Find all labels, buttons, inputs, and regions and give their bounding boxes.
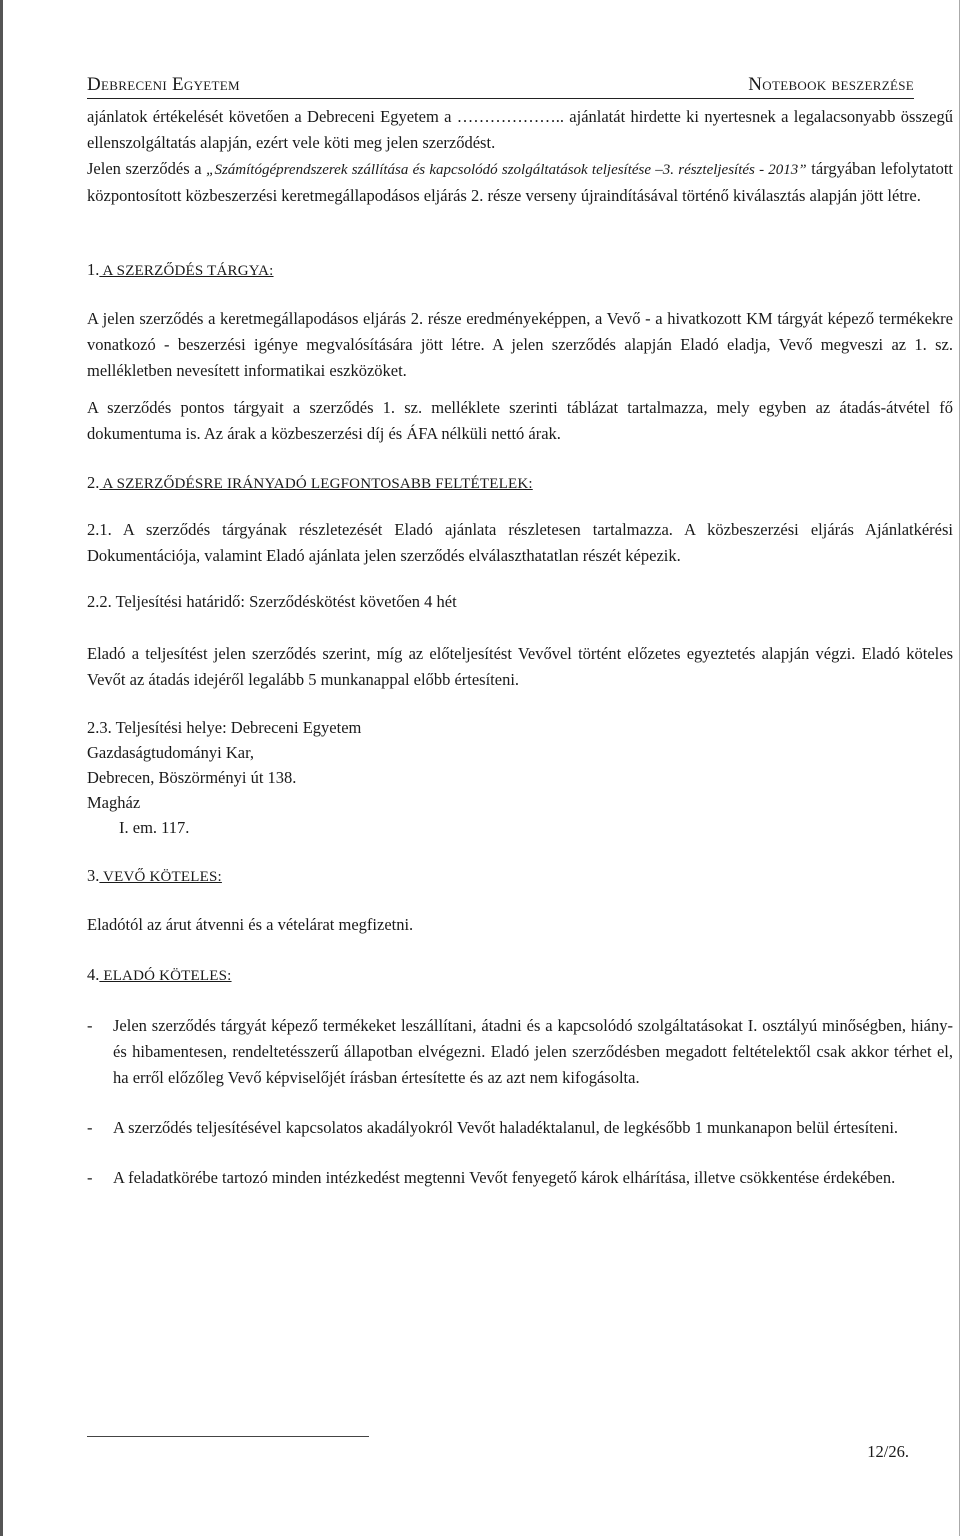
header-left: Debreceni Egyetem — [87, 74, 240, 95]
section-4-heading: ELADÓ KÖTELES: — [99, 968, 232, 984]
section-2-title — [87, 470, 953, 497]
intro-p2-start: Jelen szerződés a — [87, 159, 207, 178]
list-dash: - — [87, 1118, 93, 1137]
intro-p2-italic: „Számítógéprendszerek szállítása és kapcsolódó szolgáltatások teljesítése –3. részteljesítés - 2013” — [206, 162, 807, 178]
section-2-2-paragraph: 2.2. Teljesítési határidő: Szerződéskötést követően 4 hét — [87, 592, 457, 611]
intro-paragraph-2 — [87, 156, 953, 209]
list-item — [87, 1013, 953, 1091]
section-3-heading: VEVŐ KÖTELES: — [99, 869, 222, 885]
page-number: 12/26. — [867, 1442, 909, 1461]
intro-p2-end: tárgyában lefolytatott központosított közbeszerzési keretmegállapodásos eljárás 2. része verseny újraindításával történő kiválasztás alapján jött létre. — [87, 159, 953, 205]
section-4-title — [87, 962, 953, 989]
list-item — [87, 1165, 953, 1191]
document-body — [87, 104, 953, 1191]
intro-paragraph-1: ajánlatok értékelését követően a Debreceni Egyetem a ……………….. ajánlatát hirdette ki nyertesnek a legalacsonyabb összegű ellenszolgáltatás alapján, ezért vele köti meg jelen szerződést. — [87, 107, 953, 152]
section-1-title — [87, 257, 953, 284]
address-line-5: I. em. 117. — [119, 818, 190, 837]
list-item-text: A szerződés teljesítésével kapcsolatos akadályokról Vevőt haladéktalanul, de legkésőbb 1 munkanapon belül értesíteni. — [113, 1118, 899, 1137]
section-2-heading: A SZERZŐDÉSRE IRÁNYADÓ LEGFONTOSABB FELTÉTELEK: — [99, 476, 533, 492]
section-1-paragraph-1: A jelen szerződés a keretmegállapodásos eljárás 2. része eredményeképpen, a Vevő - a hivatkozott KM tárgyát képező termékekre vonatkozó - beszerzési igénye megvalósítására jött létre. A jelen szerződés alapján Eladó eladja, Vevő megveszi az 1. sz. mellékletben nevesített informatikai eszközöket. — [87, 309, 953, 380]
header-right: Notebook beszerzése — [748, 74, 914, 95]
page-header — [87, 74, 914, 99]
section-3-paragraph: Eladótól az árut átvenni és a vételárat megfizetni. — [87, 915, 414, 934]
section-1-paragraph-2: A szerződés pontos tárgyait a szerződés 1. sz. melléklete szerinti táblázat tartalmazza, mely egyben az átadás-átvétel fő dokumentuma is. Az árak a közbeszerzési díj és ÁFA nélküli nettó árak. — [87, 398, 953, 443]
address-line-2: Gazdaságtudományi Kar, — [87, 743, 255, 762]
section-3-number: 3. — [87, 866, 100, 885]
section-4-number: 4. — [87, 965, 100, 984]
list-dash: - — [87, 1168, 93, 1187]
section-1-heading: A SZERZŐDÉS TÁRGYA: — [99, 263, 274, 279]
list-dash: - — [87, 1016, 93, 1035]
section-1-number: 1. — [87, 260, 100, 279]
address-line-1: 2.3. Teljesítési helye: Debreceni Egyetem — [87, 718, 362, 737]
page-border-left — [0, 0, 3, 1536]
list-item — [87, 1115, 953, 1141]
section-2-2-detail: Eladó a teljesítést jelen szerződés szerint, míg az előteljesítést Vevővel történt előzetes egyeztetés alapján végzi. Eladó köteles Vevőt az átadás idejéről legalább 5 munkanappal előbb értesíteni. — [87, 644, 953, 689]
list-item-text: Jelen szerződés tárgyát képező termékeket leszállítani, átadni és a kapcsolódó szolgáltatásokat I. osztályú minőségben, hiány- és hibamentesen, rendeltetésszerű állapotban elvégezni. Eladó jelen szerződésben megadott feltételektől csak akkor térhet el, ha erről előzőleg Vevő képviselőjét írásban értesítette és az azt nem kifogásolta. — [113, 1016, 953, 1087]
footer-divider — [87, 1436, 369, 1437]
section-2-number: 2. — [87, 473, 100, 492]
delivery-address — [87, 715, 953, 840]
address-line-4: Magház — [87, 793, 141, 812]
section-2-1-paragraph: 2.1. A szerződés tárgyának részletezését Eladó ajánlata részletesen tartalmazza. A közbeszerzési eljárás Ajánlatkérési Dokumentációja, valamint Eladó ajánlata jelen szerződés elválaszthatatlan részét képezik. — [87, 520, 953, 565]
list-item-text: A feladatkörébe tartozó minden intézkedést megtenni Vevőt fenyegető károk elhárítása, illetve csökkentése érdekében. — [113, 1168, 896, 1187]
address-line-3: Debrecen, Böszörményi út 138. — [87, 768, 297, 787]
section-3-title — [87, 863, 953, 890]
